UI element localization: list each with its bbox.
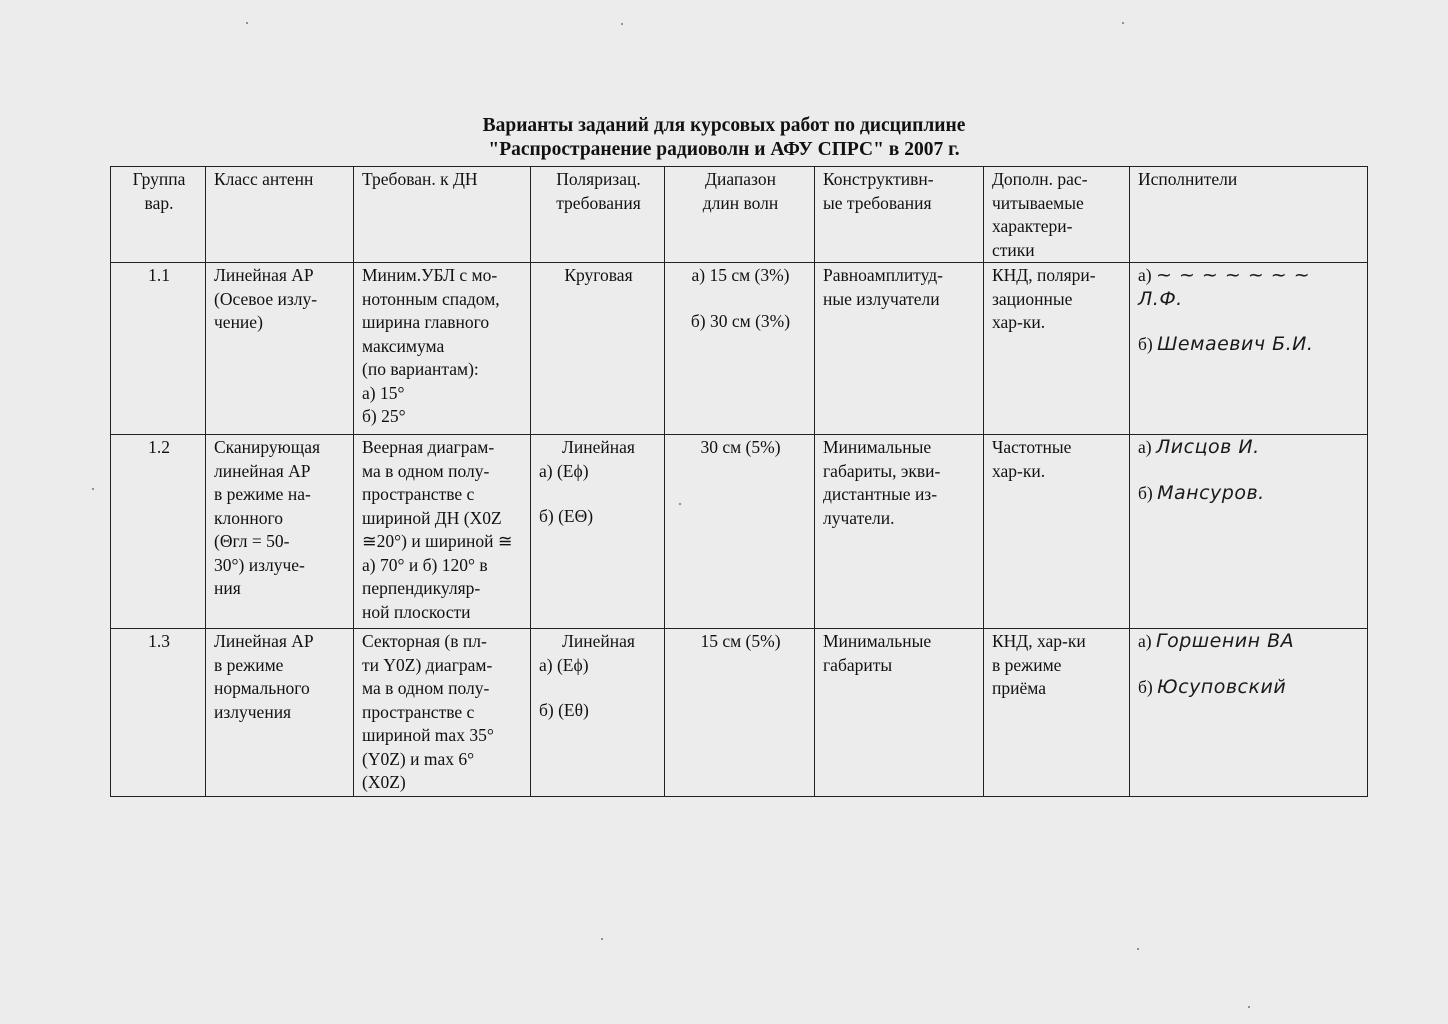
pattern-cell: Миним.УБЛ с мо- нотонным спадом, ширина главного максимума (по вариантам): а) 15° б) 25° [354,263,531,435]
executors-cell [1130,435,1368,629]
executor-a-label: а) [1138,631,1152,651]
polarization-cell [531,435,665,629]
group-cell: 1.3 [111,629,206,797]
header-row [111,167,1368,263]
polarization-cell [531,263,665,435]
executors-cell [1130,263,1368,435]
header-extra: Дополн. рас- читываемые характери- стики [984,167,1130,263]
wavelength-cell [665,629,815,797]
design-cell: Равноамплитуд- ные излучатели [815,263,984,435]
executor-a-signature: Лисцов И. [1155,436,1260,458]
design-cell: Минимальные габариты, экви- дистантные из- лучатели. [815,435,984,629]
header-antenna-class: Класс антенн [206,167,354,263]
extra-cell: Частотные хар-ки. [984,435,1130,629]
executor-b-label: б) [1138,334,1153,354]
executor-a-label: а) [1138,265,1152,285]
polarization-type: Круговая [564,265,633,285]
executor-b-signature: Шемаевич Б.И. [1157,333,1314,355]
header-executors: Исполнители [1130,167,1368,263]
wavelength-cell [665,263,815,435]
executors-cell [1130,629,1368,797]
executor-b-signature: Мансуров. [1157,481,1265,504]
extra-cell: КНД, хар-ки в режиме приёма [984,629,1130,797]
pattern-cell: Веерная диаграм- ма в одном полу- пространстве с шириной ДН (X0Z ≅20°) и шириной ≅ а) 70° и б) 120° в перпендикуляр- ной плоскости [354,435,531,629]
executor-b-label: б) [1138,676,1153,697]
extra-cell: КНД, поляри- зационные хар-ки. [984,263,1130,435]
header-wavelength: Диапазон длин волн [665,167,815,263]
polarization-b: б) (ЕΘ) [539,506,594,526]
executor-b-signature: Юсуповский [1157,675,1287,698]
wavelength-a: 30 см (5%) [700,437,781,457]
polarization-cell [531,629,665,797]
header-pattern: Требован. к ДН [354,167,531,263]
antenna-class-cell: Линейная АР (Осевое излу- чение) [206,263,354,435]
wavelength-a: а) 15 см (3%) [691,265,790,285]
assignments-table [110,166,1368,797]
design-cell: Минимальные габариты [815,629,984,797]
polarization-a: а) (Еϕ) [539,460,589,481]
executor-a-signature: ~ ~ ~ ~ ~ ~ ~ Л.Ф. [1138,264,1311,310]
header-design: Конструктивн- ые требования [815,167,984,263]
title-line-2: "Распространение радиоволн и АФУ СПРС" в 2007 г. [488,139,960,160]
polarization-a: а) (Еϕ) [539,654,589,675]
executor-a-label: а) [1138,437,1152,457]
document-title [0,114,1448,162]
wavelength-a: 15 см (5%) [700,631,781,651]
antenna-class-cell: Линейная АР в режиме нормального излучения [206,629,354,797]
group-cell: 1.1 [111,263,206,435]
header-group: Группа вар. [111,167,206,263]
group-cell: 1.2 [111,435,206,629]
wavelength-cell [665,435,815,629]
table-row [111,435,1368,629]
executor-a-signature: Горшенин ВА [1155,630,1295,652]
polarization-type: Линейная [562,631,635,651]
antenna-class-cell: Сканирующая линейная АР в режиме на- клонного (Θгл = 50- 30°) излуче- ния [206,435,354,629]
wavelength-b: б) 30 см (3%) [690,310,791,331]
executor-b-label: б) [1138,482,1153,503]
polarization-b: б) (Еθ) [539,700,589,720]
header-polarization: Поляризац. требования [531,167,665,263]
table-row [111,263,1368,435]
title-line-1: Варианты заданий для курсовых работ по дисциплине [482,115,966,136]
pattern-cell: Секторная (в пл- ти Y0Z) диаграм- ма в одном полу- пространстве с шириной max 35° (Y0Z) и max 6° (X0Z) [354,629,531,797]
polarization-type: Линейная [562,437,635,457]
table-row [111,629,1368,797]
